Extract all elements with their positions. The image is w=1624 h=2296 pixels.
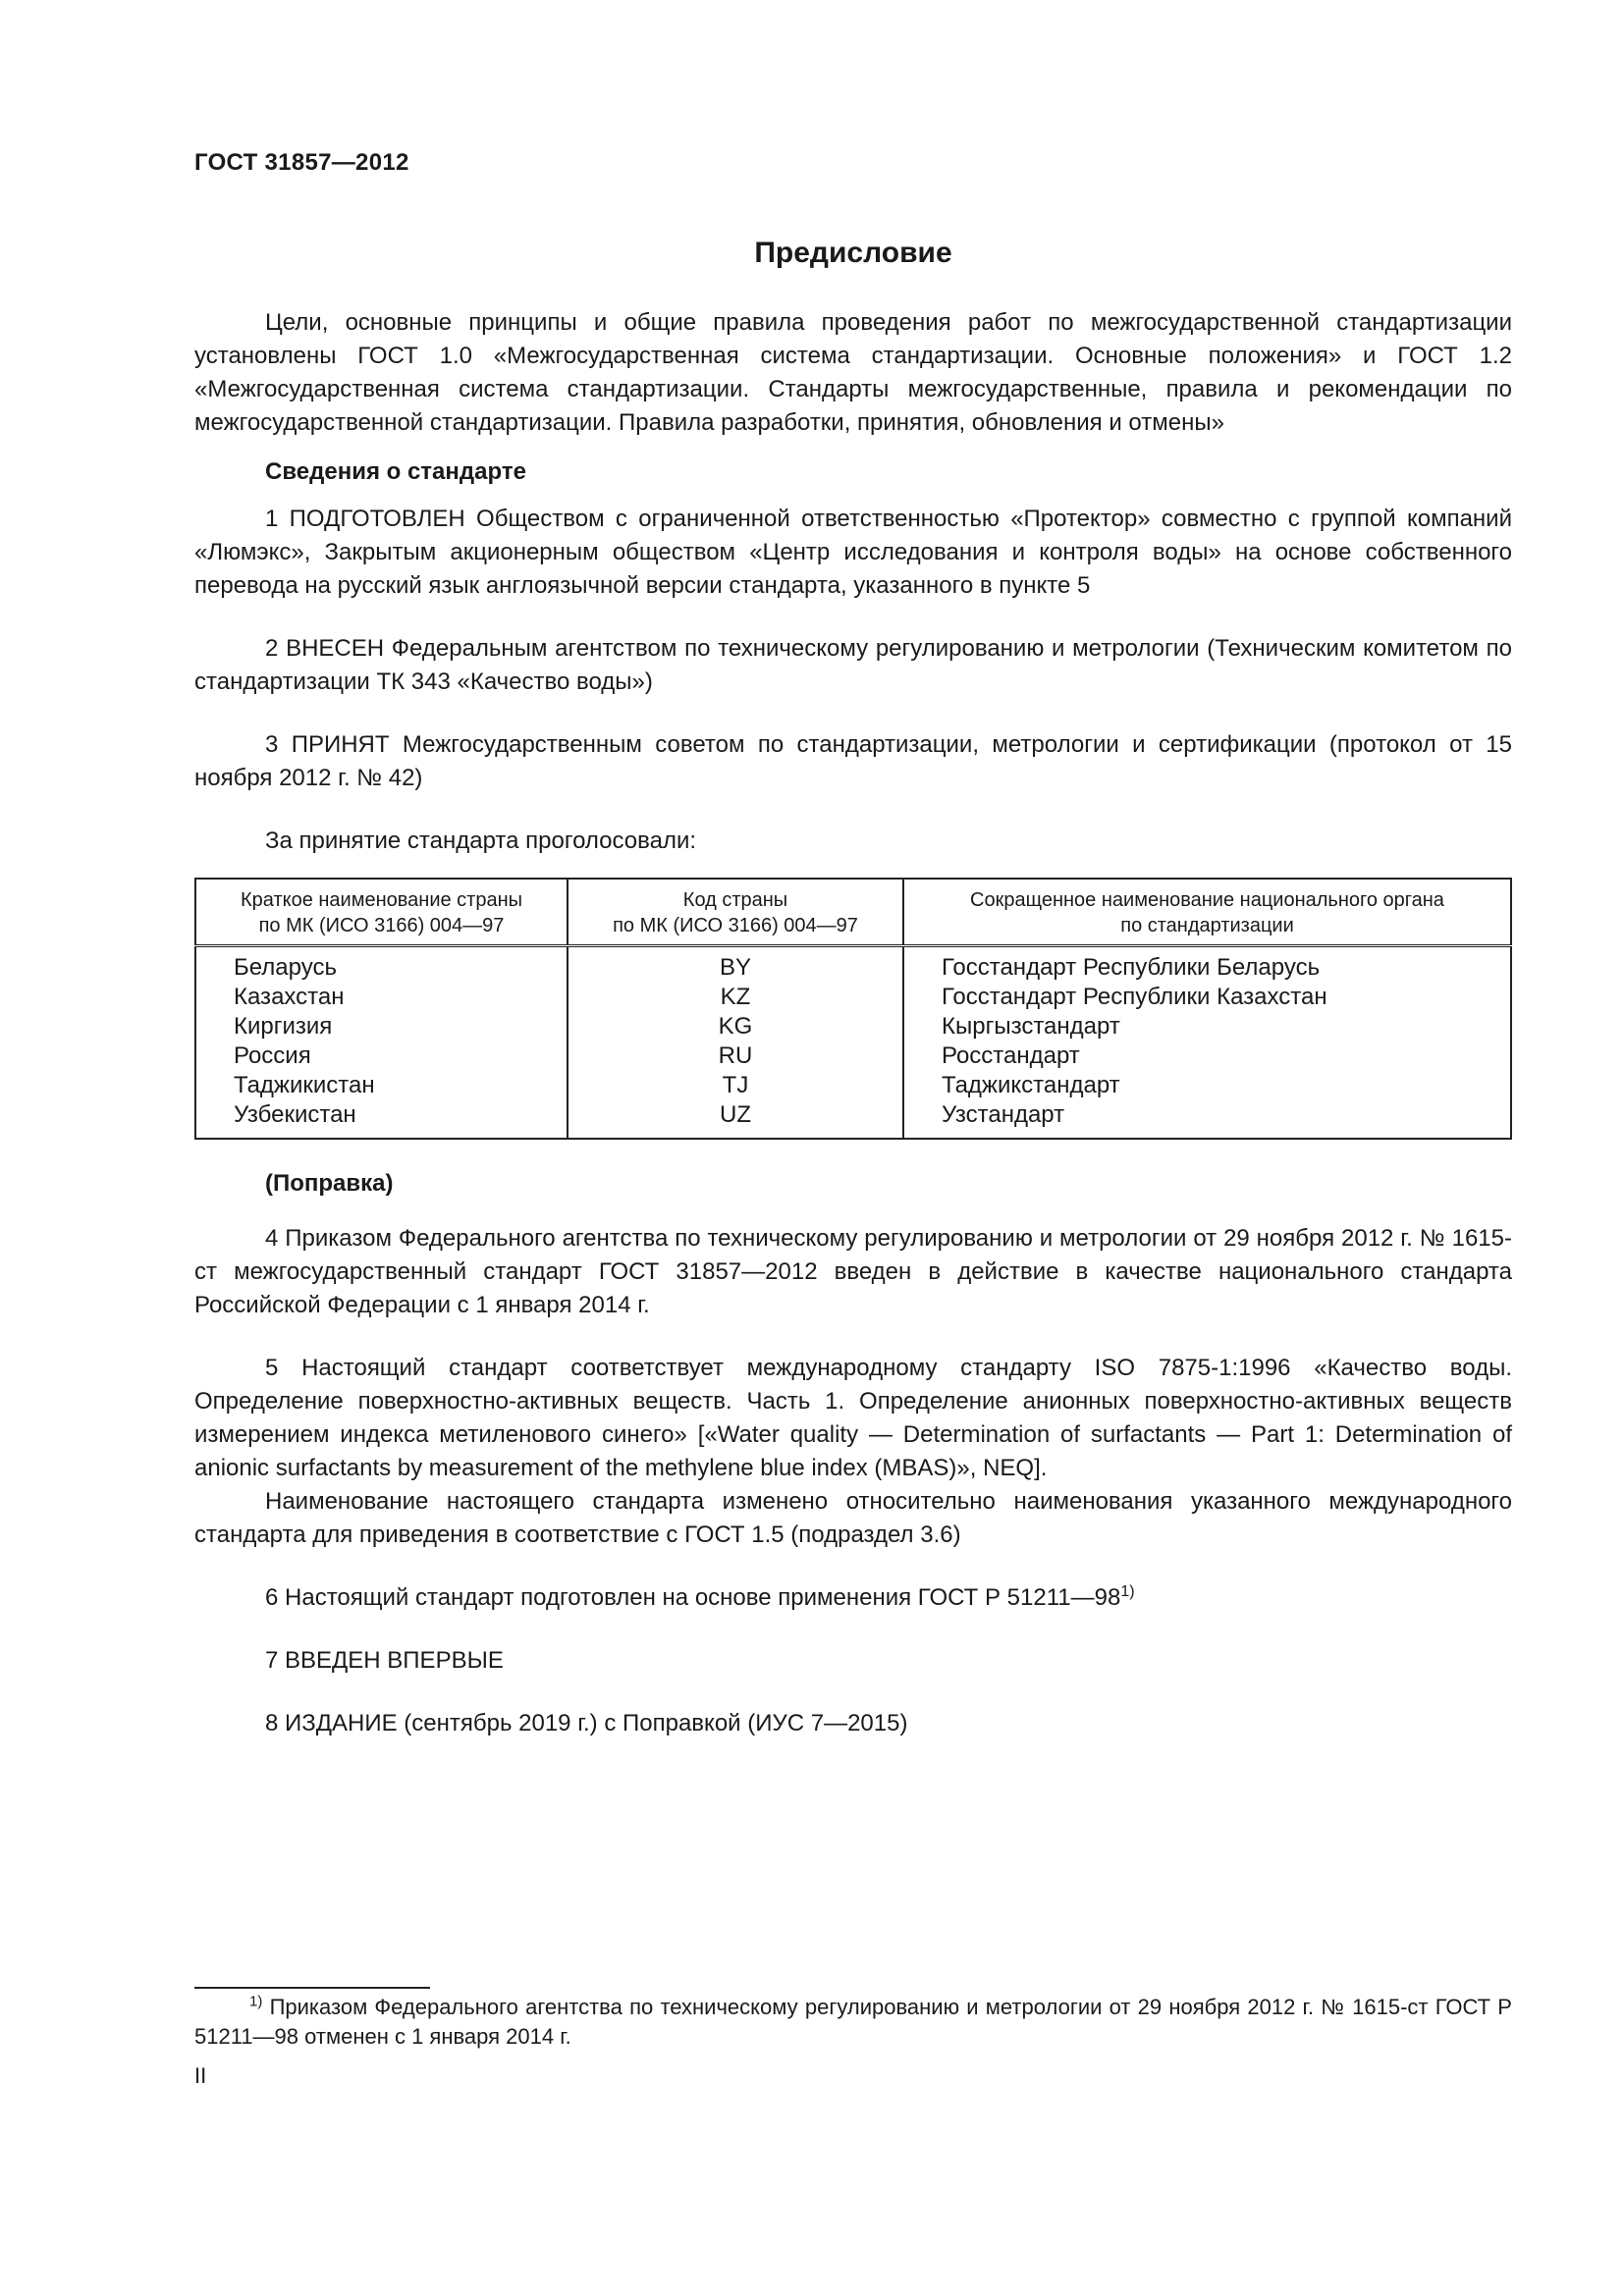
header-org — [903, 879, 1511, 946]
amendment-label: (Поправка) — [265, 1170, 394, 1197]
item-4-paragraph: 4 Приказом Федерального агентства по техническому регулированию и метрологии от 29 ноября 2012 г. № 1615-ст межгосударственный стандарт ГОСТ 31857—2012 введен в действие в качестве национального стандарта Российской Федерации с 1 января 2014 г. — [194, 1225, 1512, 1318]
header-country-line1: Краткое наименование страны — [240, 889, 523, 911]
item-6-paragraph — [194, 1581, 1512, 1615]
footnote-text: Приказом Федерального агентства по техническому регулированию и метрологии от 29 ноября 2012 г. № 1615-ст ГОСТ Р 51211—98 отменен с 1 января 2014 г. — [194, 1995, 1512, 2049]
item-3-paragraph: 3 ПРИНЯТ Межгосударственным советом по стандартизации, метрологии и сертификации (протокол от 15 ноября 2012 г. № 42) — [194, 731, 1512, 791]
header-org-line1: Сокращенное наименование национального органа — [970, 889, 1444, 911]
country-cell: Казахстан — [234, 984, 345, 1010]
header-code — [568, 879, 903, 946]
table-row — [195, 983, 1511, 1012]
country-cell: Узбекистан — [234, 1101, 356, 1128]
code-cell: KG — [568, 1012, 903, 1041]
item-7-paragraph: 7 ВВЕДЕН ВПЕРВЫЕ — [265, 1647, 504, 1674]
header-country — [195, 879, 568, 946]
footnote-mark: 1) — [249, 1993, 263, 2010]
code-cell: RU — [568, 1041, 903, 1071]
document-code: ГОСТ 31857—2012 — [194, 149, 409, 176]
footnote-reference[interactable]: 1) — [1120, 1583, 1135, 1600]
table-row — [195, 1100, 1511, 1139]
table-row — [195, 1012, 1511, 1041]
page-title: Предисловие — [754, 237, 952, 269]
header-org-line2: по стандартизации — [1120, 915, 1294, 936]
org-cell: Узстандарт — [903, 1100, 1511, 1139]
footnote — [194, 1993, 1512, 2052]
footnote-divider — [194, 1987, 430, 1989]
item-1-paragraph: 1 ПОДГОТОВЛЕН Обществом с ограниченной ответственностью «Протектор» совместно с группой компаний «Люмэкс», Закрытым акционерным обществом «Центр исследования и контроля воды» на основе собственного перевода на русский язык англоязычной версии стандарта, указанного в пункте 5 — [194, 506, 1512, 599]
item-2-paragraph: 2 ВНЕСЕН Федеральным агентством по техническому регулированию и метрологии (Техническим комитетом по стандартизации ТК 343 «Качество воды») — [194, 635, 1512, 695]
item-5-note-paragraph: Наименование настоящего стандарта изменено относительно наименования указанного международного стандарта для приведения в соответствие с ГОСТ 1.5 (подраздел 3.6) — [194, 1488, 1512, 1548]
code-cell: UZ — [568, 1100, 903, 1139]
org-cell: Госстандарт Республики Беларусь — [903, 946, 1511, 984]
country-cell: Россия — [234, 1042, 311, 1069]
header-country-line2: по МК (ИСО 3166) 004—97 — [258, 915, 505, 936]
intro-paragraph: Цели, основные принципы и общие правила проведения работ по межгосударственной стандартизации установлены ГОСТ 1.0 «Межгосударственная система стандартизации. Основные положения» и ГОСТ 1.2 «Межгосударственная система стандартизации. Стандарты межгосударственные, правила и рекомендации по межгосударственной стандартизации. Правила разработки, принятия, обновления и отмены» — [194, 309, 1512, 436]
table-row — [195, 946, 1511, 984]
header-code-line1: Код страны — [682, 889, 788, 911]
document-page — [194, 147, 1512, 1740]
code-cell: BY — [568, 946, 903, 984]
org-cell: Кыргызстандарт — [903, 1012, 1511, 1041]
table-header-row — [195, 879, 1511, 946]
country-cell: Таджикистан — [234, 1072, 375, 1098]
org-cell: Госстандарт Республики Казахстан — [903, 983, 1511, 1012]
code-cell: TJ — [568, 1071, 903, 1100]
voting-countries-table — [194, 878, 1512, 1140]
code-cell: KZ — [568, 983, 903, 1012]
country-cell: Беларусь — [234, 954, 337, 981]
item-6-text: 6 Настоящий стандарт подготовлен на основе применения ГОСТ Р 51211—98 — [265, 1584, 1121, 1611]
vote-label: За принятие стандарта проголосовали: — [265, 828, 697, 854]
country-cell: Киргизия — [234, 1013, 333, 1040]
org-cell: Росстандарт — [903, 1041, 1511, 1071]
item-8-paragraph: 8 ИЗДАНИЕ (сентябрь 2019 г.) с Поправкой (ИУС 7—2015) — [265, 1710, 908, 1736]
header-code-line2: по МК (ИСО 3166) 004—97 — [613, 915, 858, 936]
about-standard-heading: Сведения о стандарте — [265, 458, 526, 485]
table-row — [195, 1071, 1511, 1100]
table-row — [195, 1041, 1511, 1071]
org-cell: Таджикстандарт — [903, 1071, 1511, 1100]
item-5-paragraph: 5 Настоящий стандарт соответствует международному стандарту ISO 7875-1:1996 «Качество воды. Определение поверхностно-активных веществ. Часть 1. Определение анионных поверхностно-активных веществ измерением индекса метиленового синего» [«Water quality — Determination of surfactants — Part 1: Determination of anionic surfactants by measurement of the methylene blue index (MBAS)», NEQ]. — [194, 1355, 1512, 1481]
page-number: II — [194, 2063, 207, 2088]
